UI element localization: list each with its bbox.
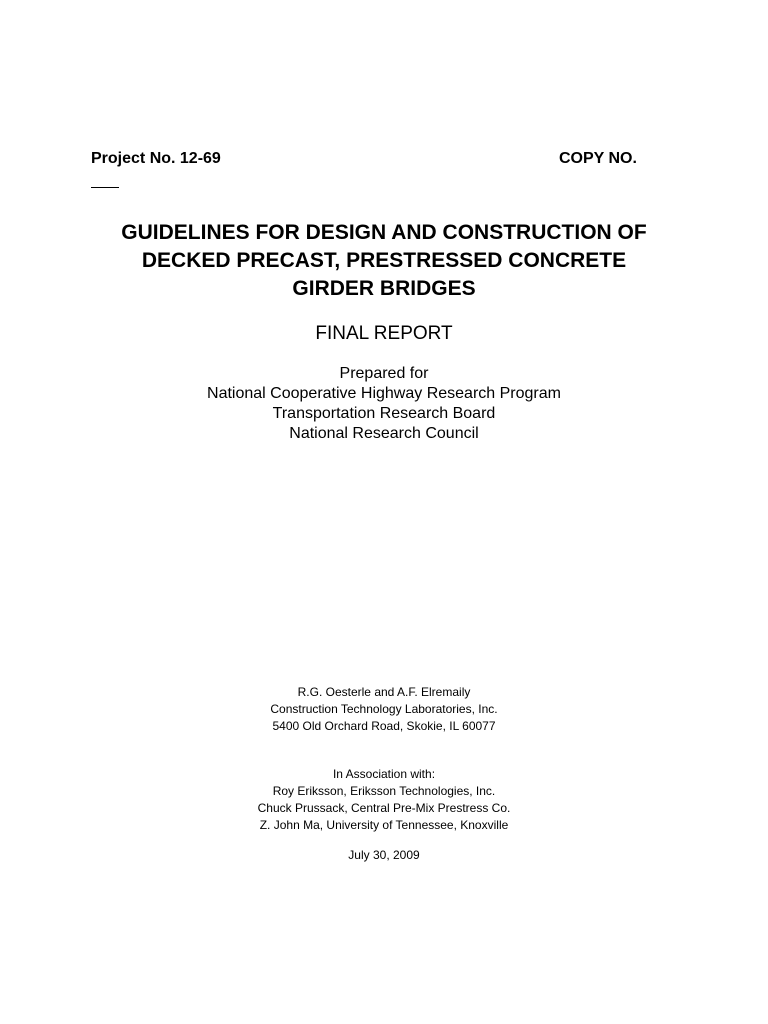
copy-number-label: COPY NO. <box>559 150 637 167</box>
project-number: Project No. 12-69 <box>91 150 221 167</box>
title-line: GIRDER BRIDGES <box>292 277 476 300</box>
association-member: Roy Eriksson, Eriksson Technologies, Inc. <box>272 784 496 798</box>
author-address: 5400 Old Orchard Road, Skokie, IL 60077 <box>272 719 496 733</box>
sponsor-organization: Transportation Research Board <box>272 405 496 422</box>
copy-number-blank-line <box>91 187 119 188</box>
author-organization: Construction Technology Laboratories, Inc. <box>270 702 498 716</box>
title-line: GUIDELINES FOR DESIGN AND CONSTRUCTION OF <box>121 221 647 244</box>
association-block <box>84 766 684 834</box>
author-names: R.G. Oesterle and A.F. Elremaily <box>297 685 471 699</box>
prepared-for-label: Prepared for <box>339 365 429 382</box>
association-member: Z. John Ma, University of Tennessee, Knoxville <box>259 818 509 832</box>
sponsor-organization: National Cooperative Highway Research Program <box>207 385 561 402</box>
report-date: July 30, 2009 <box>348 848 420 862</box>
report-title <box>84 219 684 303</box>
prepared-for-block <box>84 364 684 444</box>
authors-block <box>84 684 684 735</box>
title-line: DECKED PRECAST, PRESTRESSED CONCRETE <box>141 249 627 272</box>
report-date-block <box>84 847 684 864</box>
association-label: In Association with: <box>332 767 436 781</box>
association-member: Chuck Prussack, Central Pre-Mix Prestress Co. <box>257 801 511 815</box>
sponsor-organization: National Research Council <box>289 425 479 442</box>
report-type: FINAL REPORT <box>315 323 453 344</box>
